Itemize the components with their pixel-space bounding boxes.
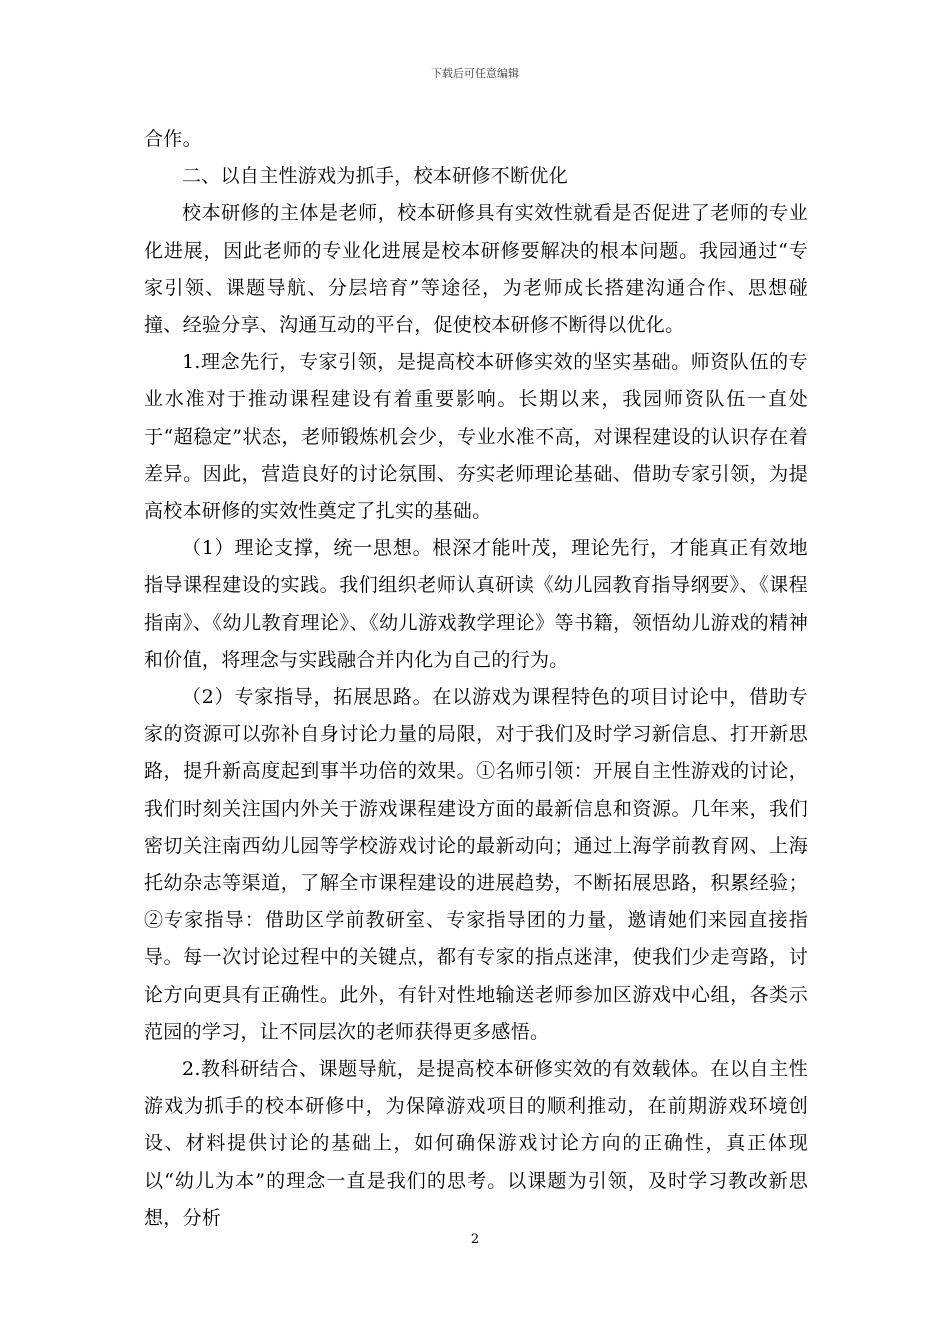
paragraph: 1.理念先行，专家引领，是提高校本研修实效的坚实基础。师资队伍的专业水准对于推动课程建设有着重要影响。长期以来，我园师资队伍一直处于“超稳定”状态，老师锻炼机会少，专业水准不高，对课程建设的认识存在着差异。因此，营造良好的讨论氛围、夯实老师理论基础、借助专家引领，为提高校本研修的实效性奠定了扎实的基础。: [144, 351, 808, 523]
paragraph: （2）专家指导，拓展思路。在以游戏为课程特色的项目讨论中，借助专家的资源可以弥补自身讨论力量的局限，对于我们及时学习新信息、打开新思路，提升新高度起到事半功倍的效果。①名师引领：开展自主性游戏的讨论，我们时刻关注国内外关于游戏课程建设方面的最新信息和资源。几年来，我们密切关注南西幼儿园等学校游戏讨论的最新动向；通过上海学前教育网、上海托幼杂志等渠道，了解全市课程建设的进展趋势，不断拓展思路，积累经验；②专家指导：借助区学前教研室、专家指导团的力量，邀请她们来园直接指导。每一次讨论过程中的关键点，都有专家的指点迷津，使我们少走弯路，讨论方向更具有正确性。此外，有针对性地输送老师参加区游戏中心组，各类示范园的学习，让不同层次的老师获得更多感悟。: [144, 686, 808, 1043]
section-heading: 二、以自主性游戏为抓手，校本研修不断优化: [182, 165, 569, 188]
paragraph: （1）理论支撑，统一思想。根深才能叶茂，理论先行，才能真正有效地指导课程建设的实践。我们组织老师认真研读《幼儿园教育指导纲要》、《课程指南》、《幼儿教育理论》、《幼儿游戏教学理论》等书籍，领悟幼儿游戏的精神和价值，将理念与实践融合并内化为自己的行为。: [144, 537, 808, 671]
page-number: 2: [470, 1232, 480, 1247]
paragraph-continuation: 合作。: [144, 128, 202, 150]
paragraph: 2.教科研结合、课题导航，是提高校本研修实效的有效载体。在以自主性游戏为抓手的校本研修中，为保障游戏项目的顺利推动，在前期游戏环境创设、材料提供讨论的基础上，如何确保游戏讨论方向的正确性，真正体现以“幼儿为本”的理念一直是我们的思考。以课题为引领，及时学习教改新思想，分析: [144, 1058, 808, 1229]
document-body: [144, 121, 808, 1237]
paragraph: 校本研修的主体是老师，校本研修具有实效性就看是否促进了老师的专业化进展，因此老师的专业化进展是校本研修要解决的根本问题。我园通过“专家引领、课题导航、分层培育”等途径，为老师成长搭建沟通合作、思想碰撞、经验分享、沟通互动的平台，促使校本研修不断得以优化。: [144, 202, 808, 337]
page-header: 下载后可任意编辑: [431, 67, 519, 80]
